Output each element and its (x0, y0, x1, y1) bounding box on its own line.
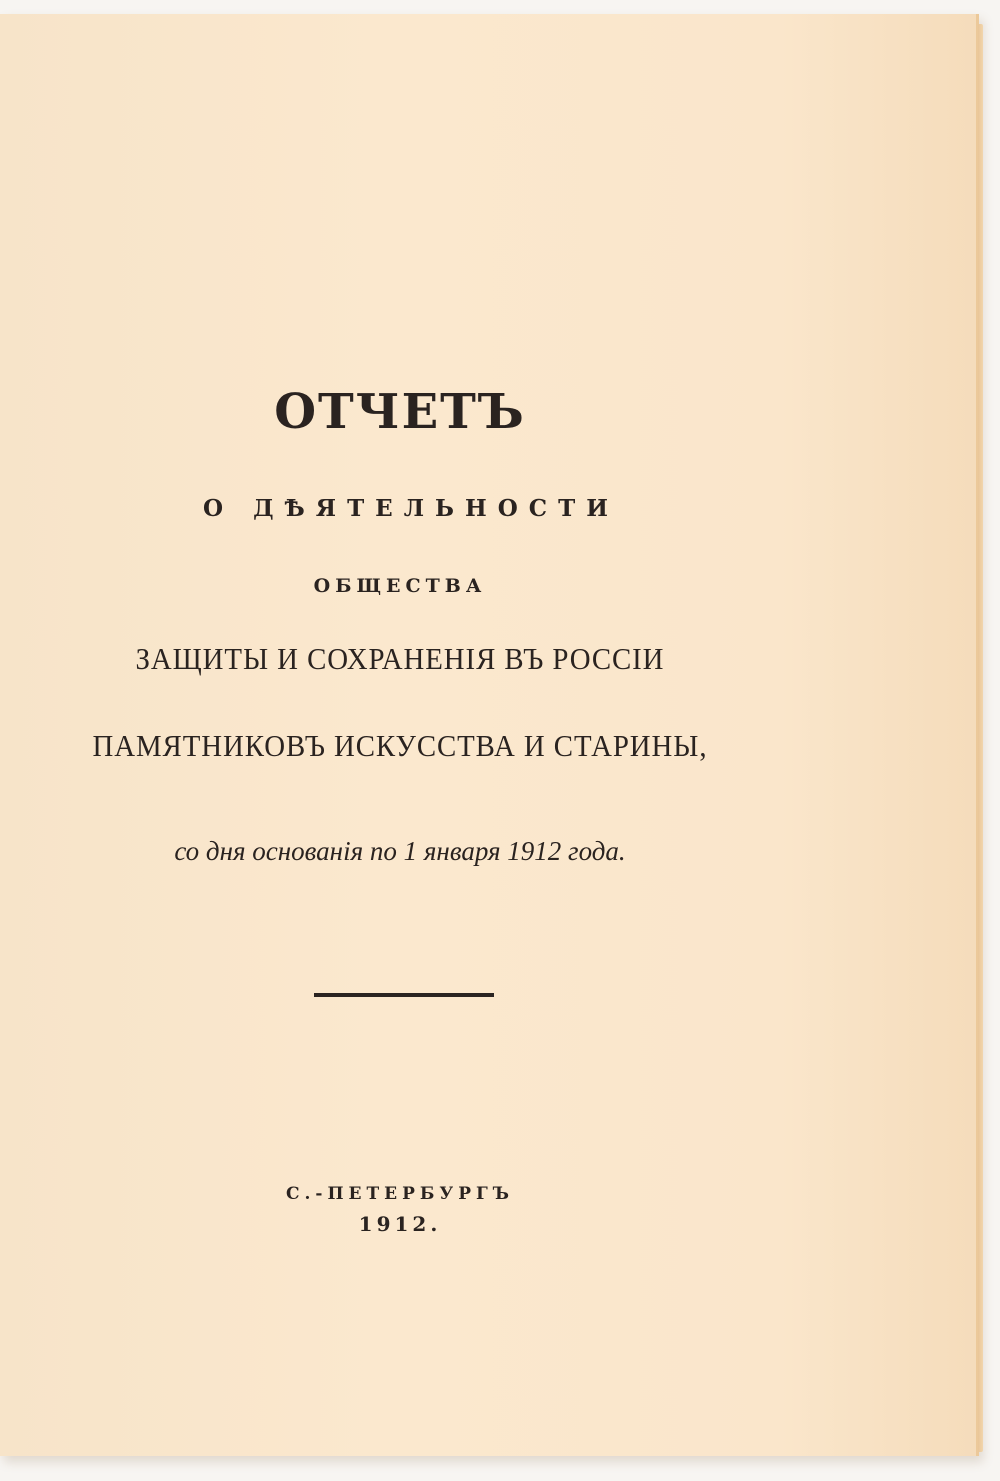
subtitle-activity: О ДѢЯТЕЛЬНОСТИ (203, 495, 619, 522)
imprint-year: 1912. (358, 1212, 442, 1236)
imprint-city: С.-ПЕТЕРБУРГЪ (285, 1184, 514, 1204)
page-title: ОТЧЕТЪ (274, 384, 526, 440)
subtitle-monuments: ПАМЯТНИКОВЪ ИСКУССТВА И СТАРИНЫ, (92, 728, 708, 763)
page-edge (978, 24, 983, 1452)
divider-rule (314, 993, 494, 997)
subtitle-society: ОБЩЕСТВА (313, 575, 487, 597)
subtitle-protection: ЗАЩИТЫ И СОХРАНЕНІЯ ВЪ РОССІИ (135, 641, 665, 676)
date-range: со дня основанія по 1 января 1912 года. (174, 836, 626, 866)
book-page (0, 14, 979, 1456)
